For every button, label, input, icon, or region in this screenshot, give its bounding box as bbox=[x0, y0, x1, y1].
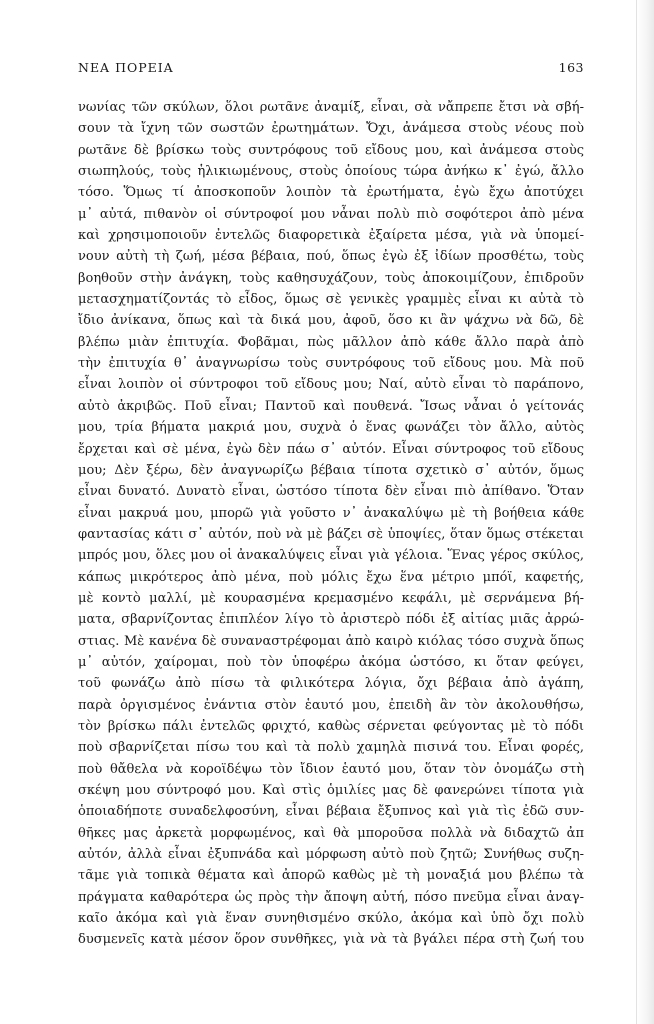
text-line: μετασχηματίζοντάς τὸ εἶδος, ὅμως σὲ γενικὲς γραμμὲς εἶναι κι αὐτὰ τὸ bbox=[78, 292, 584, 308]
text-line: τᾶμε γιὰ τοπικὰ θέματα καὶ ἀπορῶ καθὼς μὲ τὴ μοναξιά μου βλέπω τὰ bbox=[78, 868, 584, 884]
text-line: αὐτὸ ἀκριβῶς. Ποῦ εἶναι; Παντοῦ καὶ πουθενά. Ἴσως νἆναι ὁ γείτονάς bbox=[78, 398, 584, 414]
text-line: βοηθοῦν στὴν ἀνάγκη, τοὺς καθησυχάζουν, τοὺς ἀποκοιμίζουν, ἐπιδροῦν bbox=[78, 270, 584, 286]
text-line: βλέπω μιὰν ἐπιτυχία. Φοβᾶμαι, πὼς μᾶλλον ἀπὸ κάθε ἄλλο παρὰ ἀπὸ bbox=[78, 334, 584, 350]
text-line: εἶναι δυνατό. Δυνατὸ εἶναι, ὡστόσο τίποτα δὲν εἶναι πιὸ ἀπίθανο. Ὅταν bbox=[78, 484, 584, 500]
text-line: ποὺ θἄθελα νὰ κοροϊδέψω τὸν ἴδιον ἑαυτό μου, ὅταν τὸν ὀνομάζω στὴ bbox=[78, 761, 584, 777]
text-line: μ᾿ αὐτά, πιθανὸν οἱ σύντροφοί μου νἆναι πολὺ πιὸ σοφότεροι ἀπὸ μένα bbox=[78, 206, 584, 222]
text-line: παρὰ ὀργισμένος ἐνάντια στὸν ἑαυτό μου, ἐπειδὴ ἂν τὸν ἀκολουθήσω, bbox=[78, 697, 584, 713]
text-line: ρωτᾶνε δὲ βρίσκω τοὺς συντρόφους τοῦ εἴδους μου, καὶ ἀνάμεσα στοὺς bbox=[78, 142, 584, 158]
text-line: πράγματα καθαρότερα ὡς πρὸς τὴν ἄποψη αὐτή, πόσο πνεῦμα εἶναι ἀναγ- bbox=[78, 889, 584, 905]
text-line: τόσο. Ὅμως τί ἀποσκοποῦν λοιπὸν τὰ ἐρωτήματα, ἐγὼ ἔχω ἀποτύχει bbox=[78, 185, 584, 201]
text-line: μου, τρία βήματα μακριά μου, συχνὰ ὁ ἕνας φωνάζει τὸν ἄλλο, αὐτὸς bbox=[78, 420, 584, 436]
text-line: δυσμενεῖς κατὰ μέσον ὅρον συνθῆκες, γιὰ νὰ τὰ βγάλει πέρα στὴ ζωή του bbox=[78, 932, 584, 948]
text-line: ματα, σβαρνίζοντας ἐπιπλέον λίγο τὸ ἀριστερὸ πόδι ἐξ αἰτίας μιᾶς ἀρρώ- bbox=[78, 612, 584, 628]
text-line: μ᾿ αὐτόν, χαίρομαι, ποὺ τὸν ὑποφέρω ἀκόμα ὡστόσο, κι ὅταν φεύγει, bbox=[78, 654, 584, 670]
page-number: 163 bbox=[558, 60, 584, 75]
text-line: κάπως μικρότερος ἀπὸ μένα, ποὺ μόλις ἔχω ἕνα μέτριο μπόϊ, καφετής, bbox=[78, 569, 584, 585]
running-header bbox=[78, 60, 584, 82]
text-line: ἴδιο ἀνίκανα, ὅπως καὶ τὰ δικά μου, ἀφοῦ, ὅσο κι ἂν ψάχνω νὰ δῶ, δὲ bbox=[78, 313, 584, 329]
text-line: τὸν βρίσκω πάλι ἐντελῶς φριχτό, καθὼς σέρνεται φεύγοντας μὲ τὸ πόδι bbox=[78, 718, 584, 734]
text-line: τὴν ἐπιτυχία θ᾿ ἀναγνωρίσω τοὺς συντρόφους τοῦ εἴδους μου. Μὰ ποῦ bbox=[78, 356, 584, 372]
text-line: τοῦ φωνάζω ἀπὸ πίσω τὰ φιλικότερα λόγια, ὄχι βέβαια ἀπὸ ἀγάπη, bbox=[78, 676, 584, 692]
text-line: σκέψη μου σύντροφό μου. Καὶ στὶς ὁμιλίες μας δὲ φανερώνει τίποτα γιὰ bbox=[78, 783, 584, 798]
text-line: εἶναι λοιπὸν οἱ σύντροφοι τοῦ εἴδους μου; Ναί, αὐτὸ εἶναι τὸ παράπονο, bbox=[78, 377, 584, 393]
page-edge bbox=[636, 0, 654, 1024]
text-line: νωνίας τῶν σκύλων, ὅλοι ρωτᾶνε ἀναμίξ, εἶναι, σὰ νἄπρεπε ἔτσι νὰ σβή- bbox=[78, 100, 584, 115]
text-line: μου; Δὲν ξέρω, δὲν ἀναγνωρίζω βέβαια τίποτα σχετικὸ σ᾿ αὐτόν, ὅμως bbox=[78, 462, 584, 478]
body-text bbox=[78, 97, 584, 951]
text-line: φαντασίας κάτι σ᾿ αὐτόν, ποὺ νὰ μὲ βάζει σὲ ὑποψίες, ὅταν ὅμως στέκεται bbox=[78, 526, 584, 542]
text-line: καὶ χρησιμοποιοῦν ἐντελῶς διαφορετικὰ ἐξαίρετα μέσα, γιὰ νὰ ὑπομεί- bbox=[78, 228, 584, 244]
text-line: ὁποιαδήποτε συναδελφοσύνη, εἶναι βέβαια ἔξυπνος καὶ γιὰ τὶς ἐδῶ συν- bbox=[78, 804, 584, 820]
text-line: μὲ κοντὸ μαλλί, μὲ κουρασμένα κρεμασμένο κεφάλι, μὲ σερνάμενα βή- bbox=[78, 590, 584, 606]
text-line: αὐτόν, ἀλλὰ εἶναι ἐξυπνάδα καὶ μόρφωση αὐτὸ ποὺ ζητῶ; Συνήθως συζη- bbox=[78, 847, 584, 863]
text-line: σουν τὰ ἴχνη τῶν σωστῶν ἐρωτημάτων. Ὄχι, ἀνάμεσα στοὺς νέους ποὺ bbox=[78, 121, 584, 137]
text-line: νουν αὐτὴ τὴ ζωή, μέσα βέβαια, πού, ὅπως ἐγὼ ἐξ ἰδίων προσθέτω, τοὺς bbox=[78, 249, 584, 265]
text-line: θῆκες μας ἀρκετὰ μορφωμένος, καὶ θὰ μποροῦσα πολλὰ νὰ διδαχτῶ ἀπ bbox=[78, 825, 584, 841]
text-line: σιωπηλούς, τοὺς ἡλικιωμένους, στοὺς ὁποίους τώρα ἀνήκω κ᾿ ἐγώ, ἄλλο bbox=[78, 164, 584, 180]
text-line: εἶναι μακρυά μου, μπορῶ γιὰ γοῦστο ν᾿ ἀνακαλύψω μὲ τὴ βοήθεια κάθε bbox=[78, 505, 584, 521]
text-line: ποὺ σβαρνίζεται πίσω του καὶ τὰ πολὺ χαμηλὰ πισινά του. Εἶναι φορές, bbox=[78, 740, 584, 756]
text-line: μπρός μου, ὅλες μου οἱ ἀνακαλύψεις εἶναι γιὰ γέλοια. Ἕνας γέρος σκύλος, bbox=[78, 548, 584, 564]
text-line: ἔρχεται καὶ σὲ μένα, ἐγὼ δὲν πάω σ᾿ αὐτόν. Εἶναι σύντροφος τοῦ εἴδους bbox=[78, 441, 584, 457]
text-line: καῖο ἀκόμα καὶ γιὰ ἕναν συνηθισμένο σκύλο, ἀκόμα καὶ ὑπὸ ὄχι πολὺ bbox=[78, 911, 584, 927]
book-page bbox=[78, 60, 584, 951]
text-line: στιας. Μὲ κανένα δὲ συναναστρέφομαι ἀπὸ καιρὸ κιόλας τόσο συχνὰ ὅπως bbox=[78, 633, 584, 649]
running-title: ΝΕΑ ΠΟΡΕΙΑ bbox=[78, 60, 174, 75]
